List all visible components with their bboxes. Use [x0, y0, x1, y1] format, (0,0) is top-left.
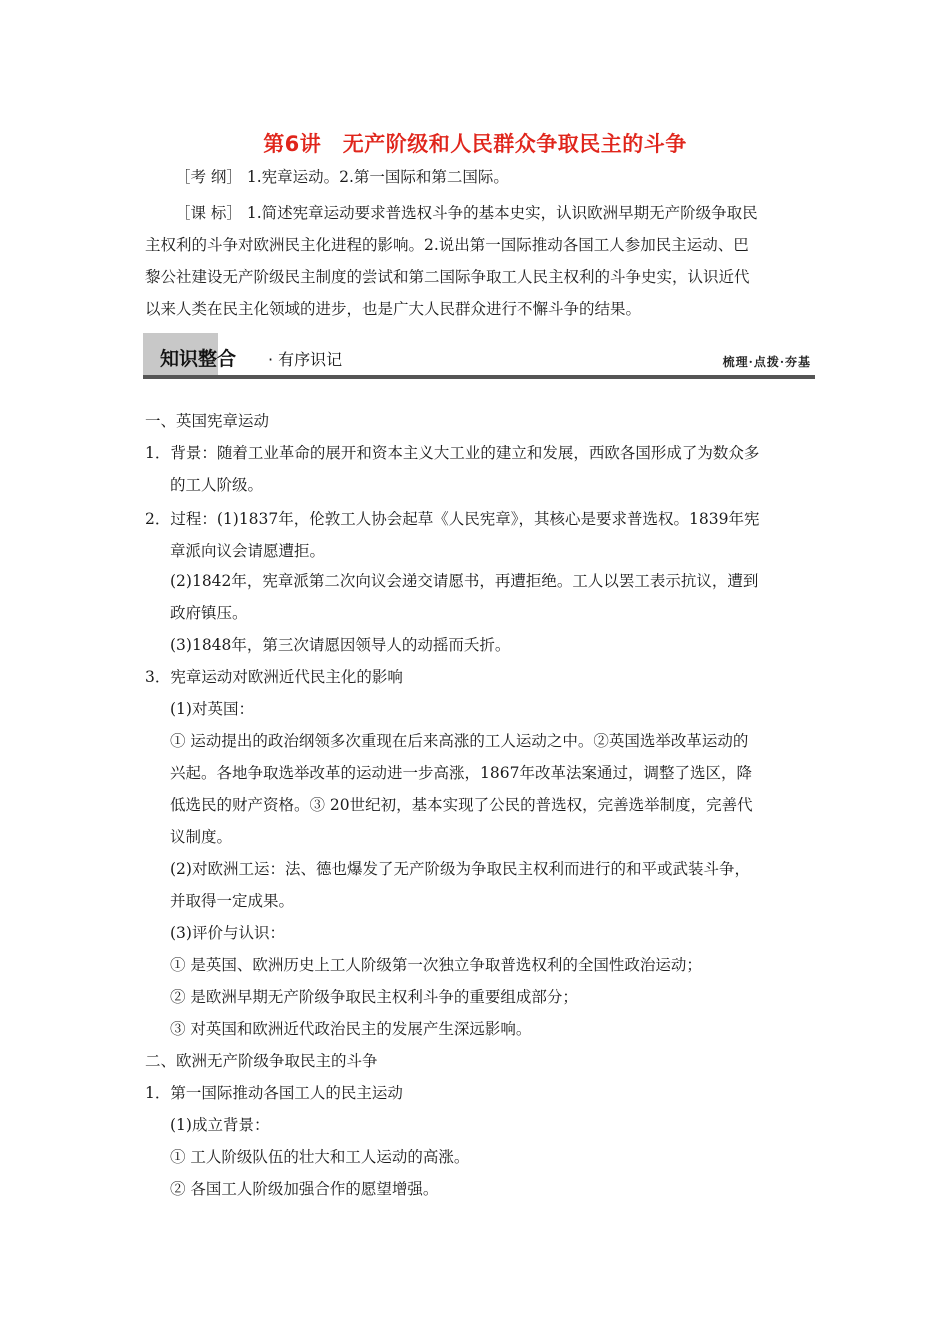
section-header-label: 知识整合	[160, 348, 237, 370]
body-line: (1)对英国：	[170, 700, 254, 718]
body-line: 政府镇压。	[170, 604, 248, 622]
section-heading: 二、欧洲无产阶级争取民主的斗争	[145, 1052, 378, 1070]
kebiao-line: 主权利的斗争对欧洲民主化进程的影响。2.说出第一国际推动各国工人参加民主运动、巴	[145, 236, 749, 254]
body-line: ① 是英国、欧洲历史上工人阶级第一次独立争取普选权利的全国性政治运动；	[170, 956, 702, 974]
body-line: (3)1848年，第三次请愿因领导人的动摇而夭折。	[170, 636, 511, 654]
body-line: 3．宪章运动对欧洲近代民主化的影响	[145, 668, 403, 686]
section-header-rule	[143, 375, 815, 379]
section-header-subtitle: · 有序识记	[268, 350, 343, 369]
body-line: (3)评价与认识：	[170, 924, 285, 942]
body-line: 议制度。	[170, 828, 233, 846]
body-line: 章派向议会请愿遭拒。	[170, 542, 326, 560]
body-line: (2)对欧洲工运：法、德也爆发了无产阶级为争取民主权利而进行的和平或武装斗争，	[170, 860, 750, 878]
body-line: ② 各国工人阶级加强合作的愿望增强。	[170, 1180, 439, 1198]
body-line: 低选民的财产资格。③ 20世纪初，基本实现了公民的普选权，完善选举制度，完善代	[170, 796, 753, 814]
kebiao-line: 以来人类在民主化领域的进步，也是广大人民群众进行不懈斗争的结果。	[145, 300, 642, 318]
body-line: 并取得一定成果。	[170, 892, 295, 910]
body-line: ① 工人阶级队伍的壮大和工人运动的高涨。	[170, 1148, 470, 1166]
body-line: 1．第一国际推动各国工人的民主运动	[145, 1084, 403, 1102]
kaogang-line: ［考 纲］ 1.宪章运动。2.第一国际和第二国际。	[175, 168, 509, 186]
body-line: 兴起。各地争取选举改革的运动进一步高涨，1867年改革法案通过，调整了选区，降	[170, 764, 752, 782]
body-line: ③ 对英国和欧洲近代政治民主的发展产生深远影响。	[170, 1020, 532, 1038]
body-line: 的工人阶级。	[170, 476, 264, 494]
lesson-title: 第6讲 无产阶级和人民群众争取民主的斗争	[263, 132, 687, 156]
body-line: 1．背景：随着工业革命的展开和资本主义大工业的建立和发展，西欧各国形成了为数众多	[145, 444, 760, 462]
body-line: (1)成立背景：	[170, 1116, 270, 1134]
section-heading: 一、英国宪章运动	[145, 412, 270, 430]
kebiao-line: ［课 标］ 1.简述宪章运动要求普选权斗争的基本史实，认识欧洲早期无产阶级争取民	[175, 204, 758, 222]
section-header-bar	[143, 333, 815, 381]
body-line: 2．过程：(1)1837年，伦敦工人协会起草《人民宪章》，其核心是要求普选权。1839年宪	[145, 510, 760, 528]
section-header-tagline: 梳理·点拨·夯基	[722, 355, 811, 369]
body-line: ② 是欧洲早期无产阶级争取民主权利斗争的重要组成部分；	[170, 988, 578, 1006]
kebiao-line: 黎公社建设无产阶级民主制度的尝试和第二国际争取工人民主权利的斗争史实，认识近代	[145, 268, 750, 286]
body-line: (2)1842年，宪章派第二次向议会递交请愿书，再遭拒绝。工人以罢工表示抗议，遭到	[170, 572, 759, 590]
body-line: ① 运动提出的政治纲领多次重现在后来高涨的工人运动之中。②英国选举改革运动的	[170, 732, 749, 750]
